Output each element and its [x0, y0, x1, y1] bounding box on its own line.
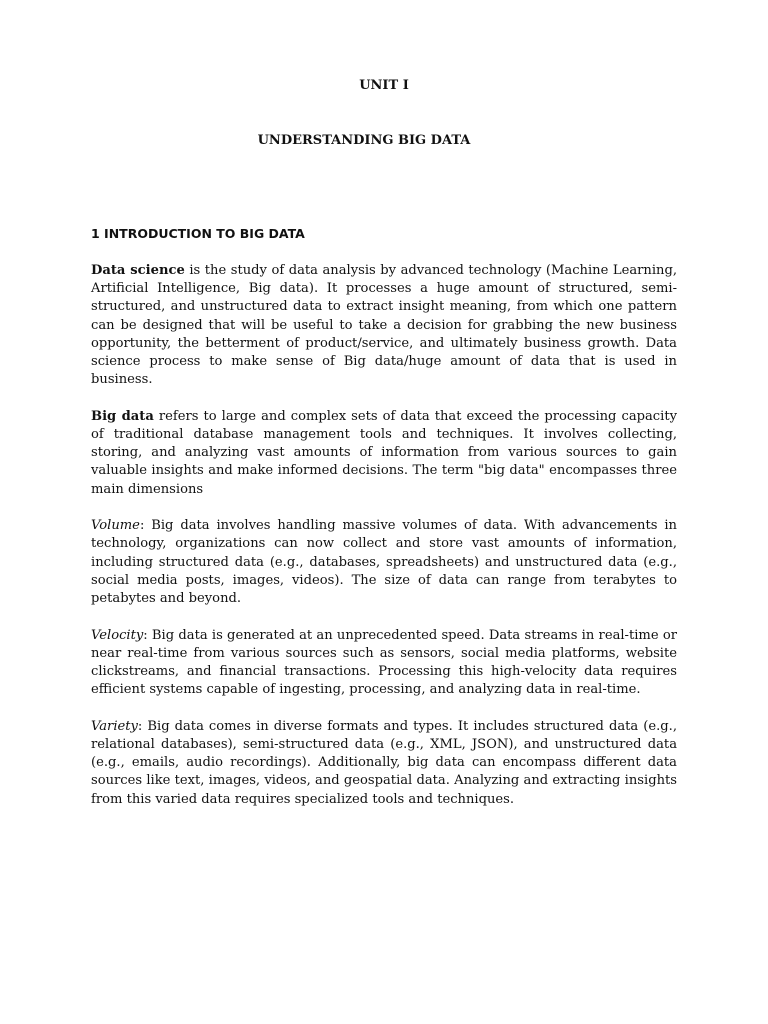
term-big-data: Big data: [91, 408, 154, 424]
paragraph-text: refers to large and complex sets of data that exceed the processing capacity of traditional database management tools and techniques. It involves collecting, storing, and analyzing vast amounts of information from various sources to gain valuable insights and make informed decisions. The term "big data" encompasses three main dimensions: [91, 408, 677, 497]
paragraph-volume: [91, 517, 677, 608]
term-variety: Variety: [91, 718, 138, 734]
document-body: [91, 262, 677, 827]
term-velocity: Velocity: [91, 627, 144, 643]
document-title: UNDERSTANDING BIG DATA: [257, 133, 471, 148]
term-volume: Volume: [91, 518, 140, 534]
paragraph-text: is the study of data analysis by advanced technology (Machine Learning, Artificial Intelligence, Big data). It processes a huge amount of structured, semi-structured, and unstructured data to extract insight meaning, from which one pattern can be designed that will be useful to take a decision for grabbing the new business opportunity, the betterment of product/service, and ultimately business growth. Data science process to make sense of Big data/huge amount of data that is used in business.: [91, 263, 677, 388]
paragraph-data-science: [91, 262, 677, 389]
paragraph-big-data: [91, 408, 677, 499]
paragraph-text: : Big data comes in diverse formats and types. It includes structured data (e.g., relational databases), semi-structured data (e.g., XML, JSON), and unstructured data (e.g., emails, audio recordings). Additionally, big data can encompass different data sources like text, images, videos, and geospatial data. Analyzing and extracting insights from this varied data requires specialized tools and techniques.: [91, 718, 677, 807]
section-heading: 1 INTRODUCTION TO BIG DATA: [91, 226, 305, 241]
paragraph-text: : Big data is generated at an unprecedented speed. Data streams in real-time or near real-time from various sources such as sensors, social media platforms, website clickstreams, and financial transactions. Processing this high-velocity data requires efficient systems capable of ingesting, processing, and analyzing data in real-time.: [91, 627, 677, 698]
paragraph-velocity: [91, 627, 677, 700]
paragraph-variety: [91, 718, 677, 809]
unit-title: UNIT I: [359, 78, 409, 93]
paragraph-text: : Big data involves handling massive volumes of data. With advancements in technology, organizations can now collect and store vast amounts of information, including structured data (e.g., databases, spreadsheets) and unstructured data (e.g., social media posts, images, videos). The size of data can range from terabytes to petabytes and beyond.: [91, 518, 677, 607]
term-data-science: Data science: [91, 263, 185, 278]
